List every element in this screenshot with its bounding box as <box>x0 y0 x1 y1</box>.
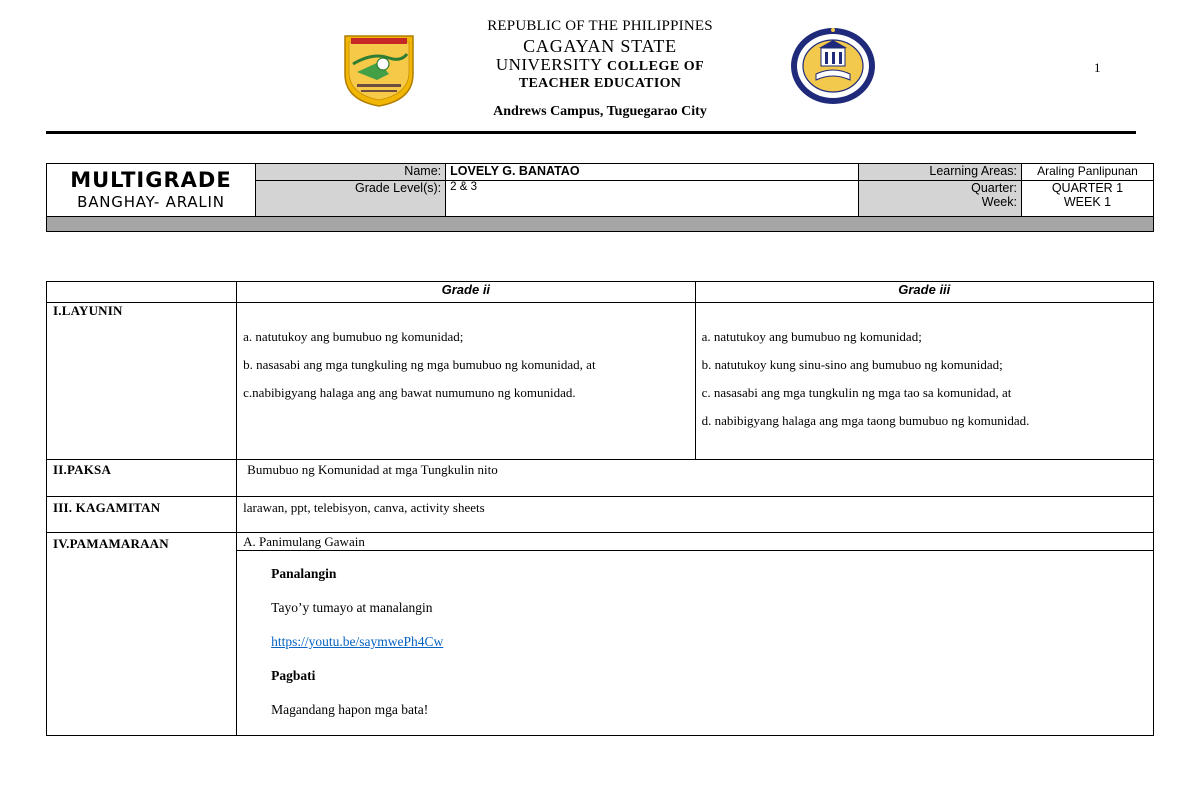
name-value: LOVELY G. BANATAO <box>446 164 859 181</box>
csu-shield-logo <box>343 34 415 108</box>
quarter-week-labels <box>858 181 1021 217</box>
learning-areas-label: Learning Areas: <box>858 164 1021 181</box>
panimula-heading: A. Panimulang Gawain <box>237 533 1154 551</box>
list-item: b. nasasabi ang mga tungkuling ng mga bumubuo ng komunidad, at <box>243 357 596 372</box>
panalangin-title: Panalangin <box>271 566 337 581</box>
lesson-plan-table <box>46 281 1154 736</box>
university-college-heading <box>420 55 780 75</box>
procedure-cell <box>237 551 1154 736</box>
title-cell <box>47 164 256 217</box>
pamamaraan-label: IV.PAMAMARAAN <box>47 533 237 736</box>
republic-heading: REPUBLIC OF THE PHILIPPINES <box>487 18 713 34</box>
list-item: a. natutukoy ang bumubuo ng komunidad; <box>701 329 922 344</box>
grade2-header: Grade ii <box>237 282 695 303</box>
youtube-link[interactable]: https://youtu.be/saymwePh4Cw <box>271 634 444 649</box>
corner-cell <box>47 282 237 303</box>
learning-areas-value: Araling Panlipunan <box>1021 164 1153 181</box>
grade3-objectives <box>702 323 1147 435</box>
kagamitan-value: larawan, ppt, telebisyon, canva, activity sheets <box>237 497 1154 533</box>
grade2-objectives <box>243 323 688 407</box>
grade-level-value: 2 & 3 <box>446 181 859 217</box>
panalangin-text: Tayo’y tumayo at manalangin <box>271 600 433 615</box>
college-heading: TEACHER EDUCATION <box>518 76 682 91</box>
grade2-objectives-cell <box>237 303 695 460</box>
college-line1: COLLEGE OF <box>606 59 705 74</box>
grade-level-label: Grade Level(s): <box>255 181 445 217</box>
paksa-label: II.PAKSA <box>47 460 237 497</box>
week-value: WEEK 1 <box>1063 195 1112 210</box>
campus-heading: Andrews Campus, Tuguegarao City <box>493 104 707 119</box>
layunin-label: I.LAYUNIN <box>47 303 237 460</box>
university-heading: CAGAYAN STATE <box>523 36 677 56</box>
info-table <box>46 163 1154 232</box>
list-item: b. natutukoy kung sinu-sino ang bumubuo ng komunidad; <box>701 357 1003 372</box>
pagbati-text: Magandang hapon mga bata! <box>271 702 429 717</box>
pagbati-title: Pagbati <box>271 668 316 683</box>
university-line2: UNIVERSITY <box>495 55 603 74</box>
grade3-objectives-cell <box>695 303 1153 460</box>
kagamitan-label: III. KAGAMITAN <box>47 497 237 533</box>
list-item: c.nabibigyang halaga ang ang bawat numumuno ng komunidad. <box>243 385 576 400</box>
grade3-header: Grade iii <box>695 282 1153 303</box>
header-divider <box>46 131 1136 134</box>
list-item: c. nasasabi ang mga tungkulin ng mga tao sa komunidad, at <box>701 385 1012 400</box>
gray-band <box>47 217 1154 232</box>
quarter-week-values <box>1021 181 1153 217</box>
banghay-subtitle: BANGHAY- ARALIN <box>77 193 225 211</box>
quarter-label: Quarter: <box>971 181 1017 196</box>
list-item: d. nabibigyang halaga ang mga taong bumubuo ng komunidad. <box>701 413 1030 428</box>
quarter-value: QUARTER 1 <box>1051 181 1124 196</box>
name-label: Name: <box>255 164 445 181</box>
cte-seal-logo <box>788 26 878 106</box>
week-label: Week: <box>981 195 1017 210</box>
paksa-value: Bumubuo ng Komunidad at mga Tungkulin nito <box>237 460 1154 497</box>
page-number: 1 <box>1094 60 1101 75</box>
multigrade-title: MULTIGRADE <box>70 168 232 192</box>
list-item: a. natutukoy ang bumubuo ng komunidad; <box>243 329 464 344</box>
